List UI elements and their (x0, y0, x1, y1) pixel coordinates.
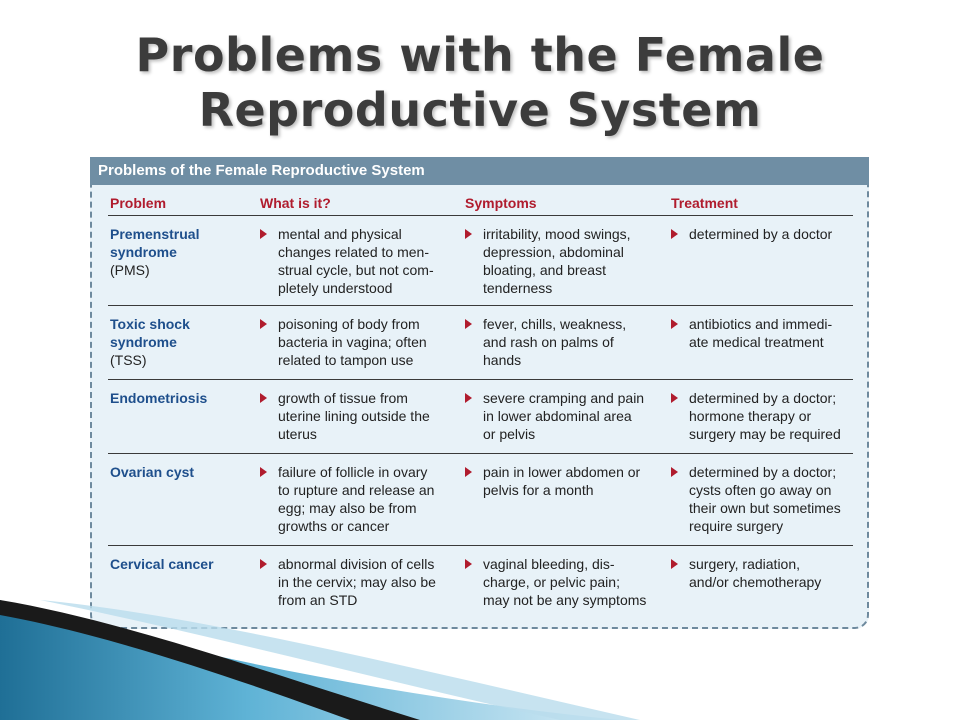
bullet-icon (671, 393, 678, 403)
what-cell: mental and physical changes related to men- strual cycle, but not com- pletely understood (278, 226, 434, 296)
column-header-symptoms: Symptoms (465, 195, 537, 211)
symptoms-cell: fever, chills, weakness, and rash on palms of hands (483, 316, 627, 368)
bullet-icon (671, 229, 678, 239)
treatment-cell: determined by a doctor; cysts often go away on their own but sometimes require surgery (689, 464, 841, 534)
bullet-icon (465, 319, 472, 329)
problem-cell (110, 315, 190, 369)
row-divider (108, 305, 853, 306)
decorative-swoosh (0, 560, 960, 720)
treatment-cell: determined by a doctor (689, 226, 833, 242)
problem-name: Premenstrual syndrome (110, 226, 200, 260)
slide-title-line1: Problems with the Female (135, 28, 825, 82)
problem-cell (110, 225, 199, 279)
treatment-cell: determined by a doctor; hormone therapy or surgery may be required (689, 390, 841, 442)
problem-abbreviation: (TSS) (110, 352, 147, 368)
problem-cell (110, 389, 207, 407)
column-header-what-is-it: What is it? (260, 195, 331, 211)
bullet-icon (465, 467, 472, 477)
bullet-icon (260, 229, 267, 239)
problem-name: Endometriosis (110, 390, 208, 406)
what-cell: poisoning of body from bacteria in vagina; often related to tampon use (278, 316, 427, 368)
column-header-treatment: Treatment (671, 195, 738, 211)
problem-cell (110, 463, 194, 481)
bullet-icon (465, 229, 472, 239)
problems-table (90, 157, 869, 629)
row-divider (108, 453, 853, 454)
bullet-icon (260, 319, 267, 329)
row-divider (108, 545, 853, 546)
problem-name: Ovarian cyst (110, 464, 195, 480)
what-cell: growth of tissue from uterine lining outside the uterus (278, 390, 430, 442)
symptoms-cell: vaginal bleeding, dis- charge, or pelvic pain; may not be any symptoms (483, 556, 647, 608)
symptoms-cell: irritability, mood swings, depression, abdominal bloating, and breast tenderness (483, 226, 631, 296)
table-caption: Problems of the Female Reproductive System (90, 157, 869, 185)
row-divider (108, 379, 853, 380)
what-cell: abnormal division of cells in the cervix; may also be from an STD (278, 556, 436, 608)
treatment-cell: surgery, radiation, and/or chemotherapy (689, 556, 822, 590)
bullet-icon (260, 393, 267, 403)
slide-title (0, 28, 960, 138)
problem-name: Cervical cancer (110, 556, 214, 572)
row-divider (108, 215, 853, 216)
symptoms-cell: pain in lower abdomen or pelvis for a month (483, 464, 641, 498)
slide-title-line2: Reproductive System (198, 83, 762, 137)
symptoms-cell: severe cramping and pain in lower abdominal area or pelvis (483, 390, 645, 442)
what-cell: failure of follicle in ovary to rupture and release an egg; may also be from growths or cancer (278, 464, 435, 534)
bullet-icon (671, 467, 678, 477)
bullet-icon (671, 319, 678, 329)
bullet-icon (260, 467, 267, 477)
problem-name: Toxic shock syndrome (110, 316, 190, 350)
bullet-icon (465, 393, 472, 403)
treatment-cell: antibiotics and immedi- ate medical treatment (689, 316, 833, 350)
column-header-problem: Problem (110, 195, 167, 211)
problem-abbreviation: (PMS) (110, 262, 150, 278)
